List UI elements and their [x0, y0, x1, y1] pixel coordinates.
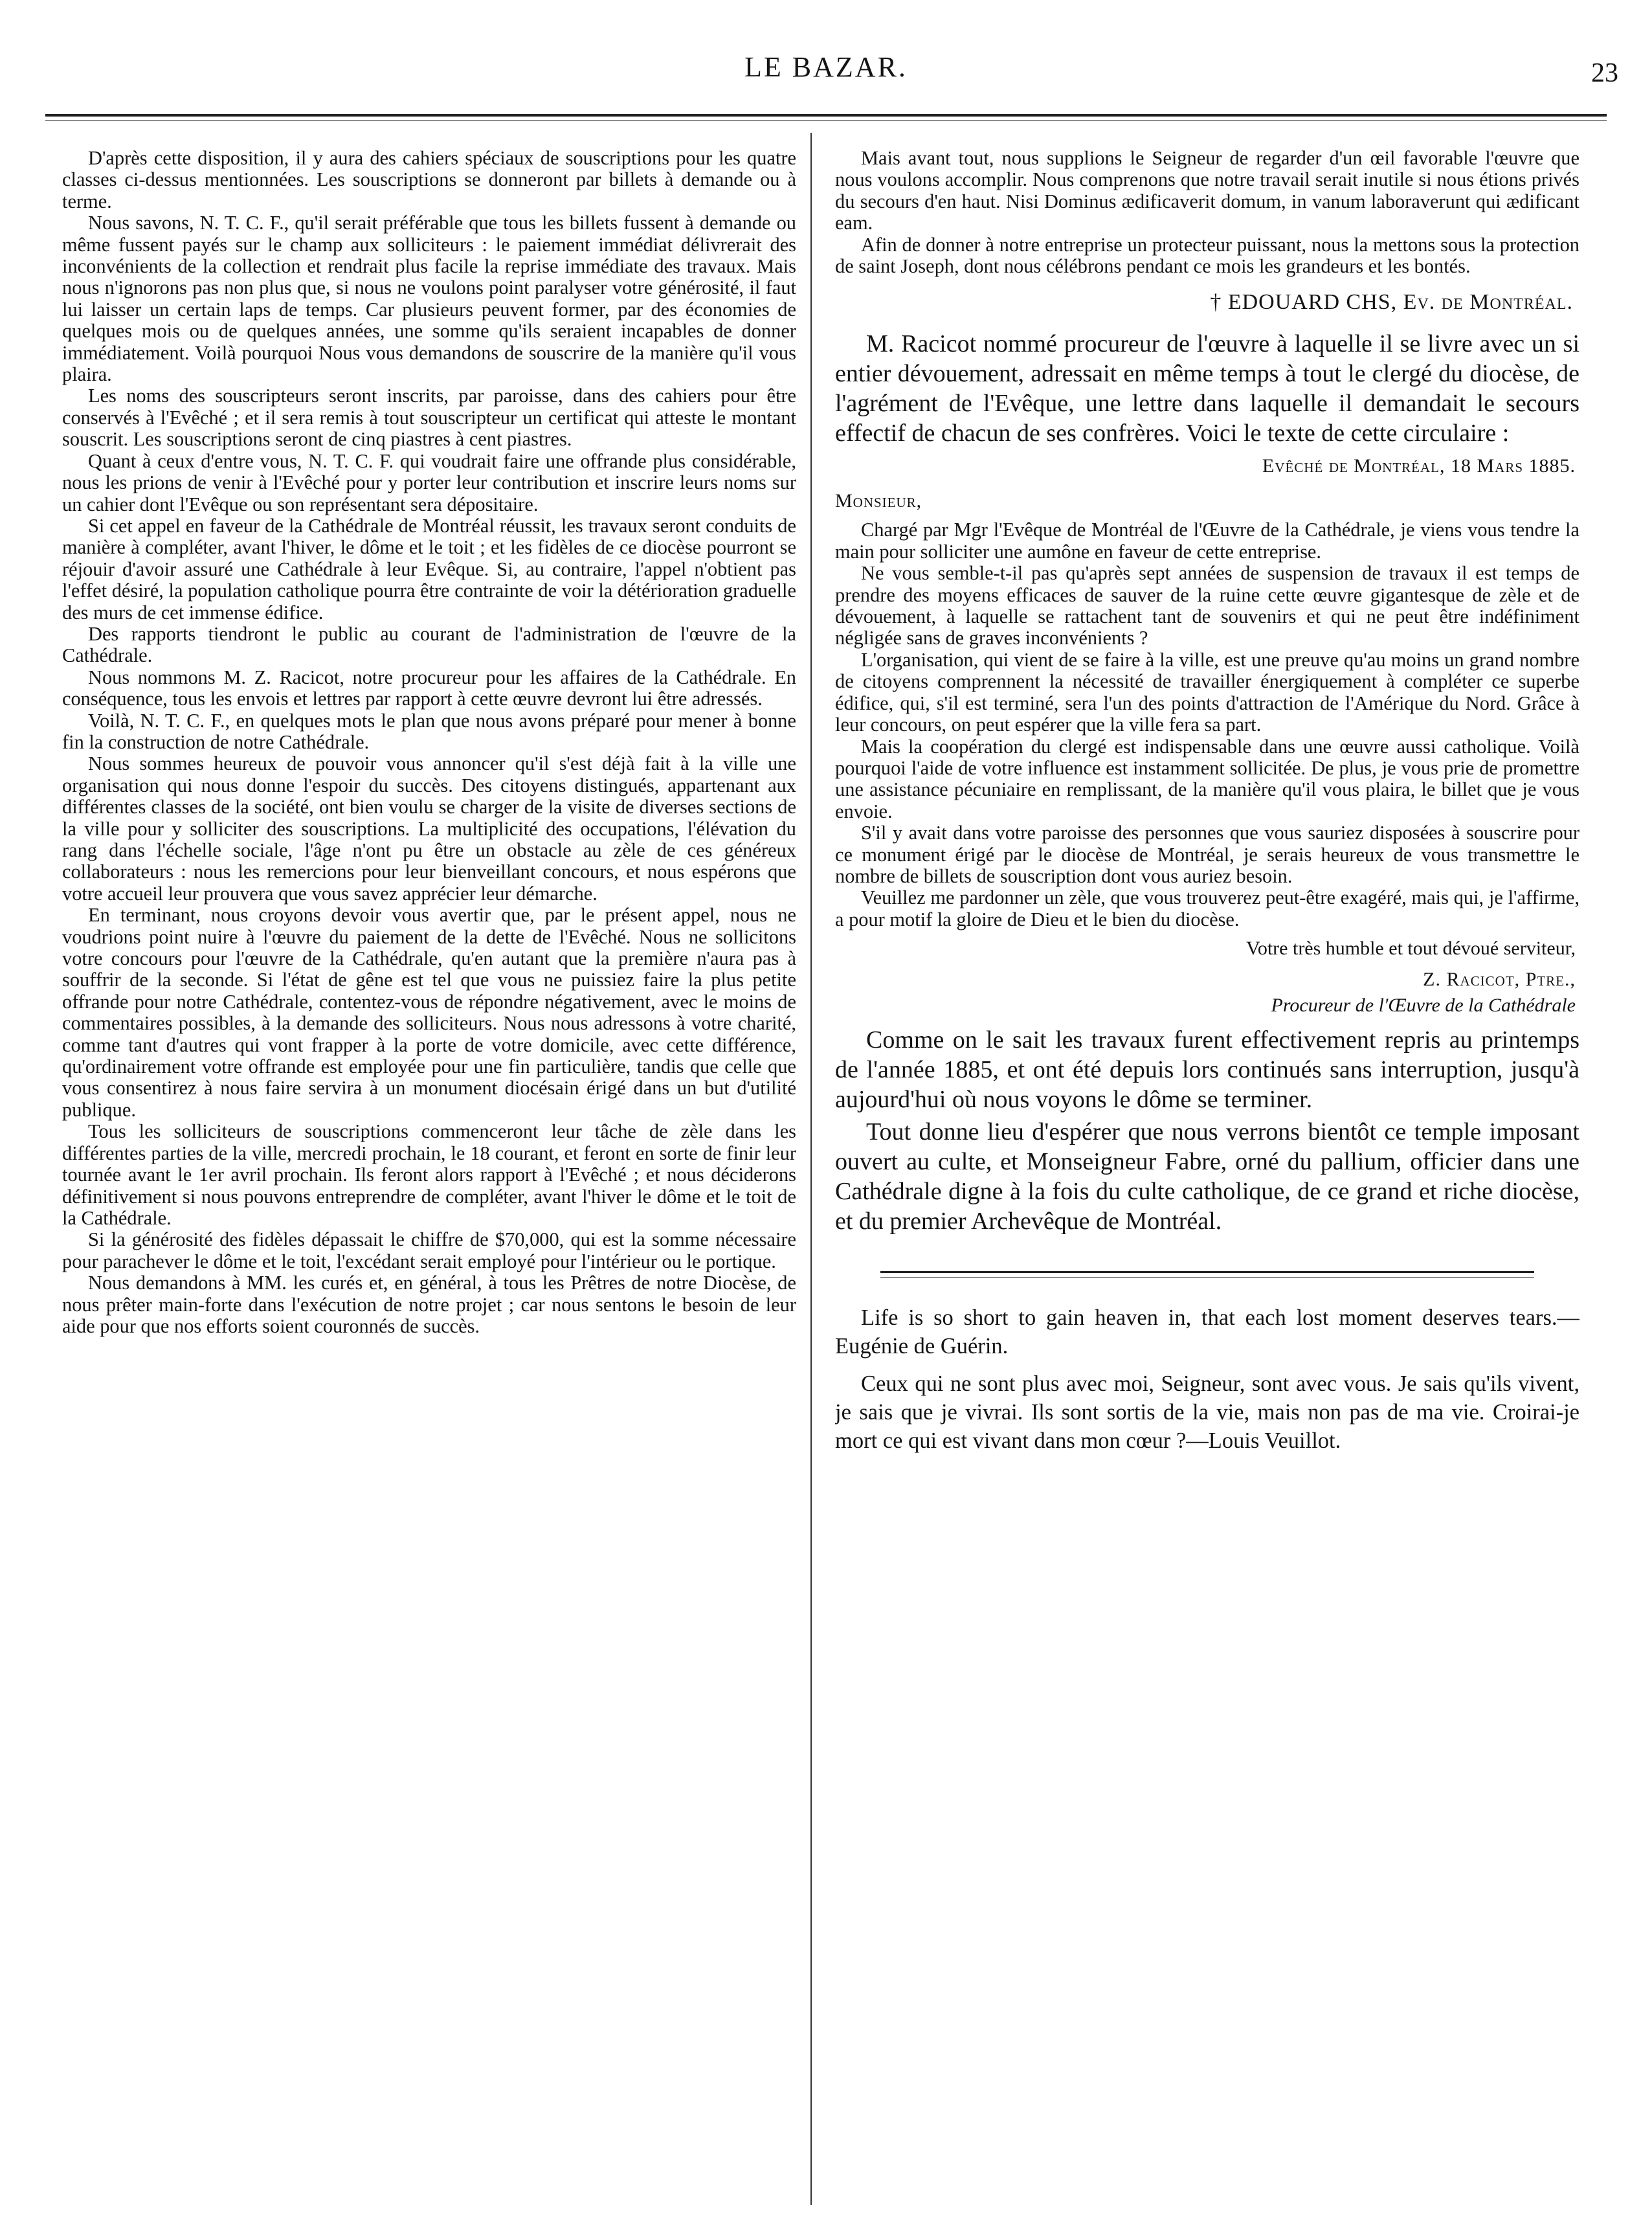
newspaper-title: LE BAZAR.: [744, 51, 908, 83]
paragraph: Comme on le sait les travaux furent effectivement repris au printemps de l'année 1885, et ont été depuis lors continués sans interruption, jusqu'à aujourd'hui où nous voyons le dôme se terminer.: [835, 1026, 1579, 1114]
header-rule-thin: [45, 120, 1607, 121]
letter-closing: Votre très humble et tout dévoué serviteur,: [1246, 938, 1576, 960]
narrative-block: [835, 1025, 1579, 1236]
quotes-block: [835, 1303, 1579, 1455]
paragraph: Nous sommes heureux de pouvoir vous annoncer qu'il s'est déjà fait à la ville une organisation qui nous donne l'espoir du succès. Des citoyens distingués, appartenant aux différentes classes de la société, ont bien voulu se charger de la visite de diverses sections de la ville pour y solliciter des souscriptions. La multiplicité des occupations, l'élévation du rang dans l'échelle sociale, l'âge n'ont pu être un obstacle au zèle de ces généreux collaborateurs : nous les remercions pour leur bienveillant concours, et nous espérons que votre accueil leur prouvera que vous savez apprécier leur démarche.: [62, 752, 796, 905]
column-divider: [810, 133, 812, 2205]
paragraph: Des rapports tiendront le public au courant de l'administration de l'œuvre de la Cathédrale.: [62, 622, 796, 667]
header-rule: [45, 114, 1607, 117]
section-separator-thin: [880, 1277, 1534, 1278]
pastoral-letter-end: [835, 148, 1579, 277]
paragraph: En terminant, nous croyons devoir vous avertir que, par le présent appel, nous ne voudrions point nuire à l'œuvre du paiement de la dette de l'Evêché. Nous ne sollicitons votre concours pour l'œuvre de la Cathédrale, qu'en autant que la première n'aura pas à souffrir de la seconde. Si l'état de gêne est tel que vous ne puissiez faire la plus petite offrande pour notre Cathédrale, contentez-vous de répondre négativement, avec le moins de commentaires possibles, à la demande des solliciteurs. Nous nous adressons à votre charité, comme tant d'autres qui vont frapper à la porte de votre domicile, avec cette différence, qu'ordinairement votre offrande est employée pour une fin particulière, tandis que celle que vous consentirez à nous faire servira à un monument diocésain érigé dans un but d'utilité publique.: [62, 904, 796, 1121]
paragraph: D'après cette disposition, il y aura des cahiers spéciaux de souscriptions pour les quatre classes ci-dessus mentionnées. Les souscriptions se donneront par billets à demande ou à terme.: [62, 148, 796, 212]
paragraph: Ne vous semble-t-il pas qu'après sept années de suspension de travaux il est temps de prendre des moyens efficaces de sauver de la ruine cette œuvre gigantesque de zèle et de dévouement, à laquelle se rattachent tant de souvenirs et qui ne peut être indéfiniment négligée sans de graves inconvénients ?: [835, 562, 1579, 649]
paragraph: Tous les solliciteurs de souscriptions commenceront leur tâche de zèle dans les différentes parties de la ville, mercredi prochain, le 18 courant, et feront en sorte de finir leur tournée avant le 1er avril prochain. Ils feront alors rapport à l'Evêché ; et nous déciderons définitivement si nous pouvons entreprendre de compléter, avant l'hiver le dôme et le toit de la Cathédrale.: [62, 1120, 796, 1229]
paragraph: Nous savons, N. T. C. F., qu'il serait préférable que tous les billets fussent à demande ou même fussent payés sur le champ aux solliciteurs : le paiement immédiat délivrerait des inconvénients de la collection et rendrait plus facile la reprise immédiate des travaux. Mais nous n'ignorons pas non plus que, si nous ne voulons point paralyser votre générosité, il faut lui laisser un certain laps de temps. Car plusieurs peuvent former, par des économies de quelques mois ou de quelques années, une somme qu'ils seraient incapables de donner immédiatement. Voilà pourquoi Nous vous demandons de souscrire de la manière qu'il vous plaira.: [62, 212, 796, 386]
paragraph: L'organisation, qui vient de se faire à la ville, est une preuve qu'au moins un grand nombre de citoyens comprennent la nécessité de travailler énergiquement à compléter ce superbe édifice, qui, s'il est terminé, sera l'un des points d'attraction de l'Amérique du Nord. Grâce à leur concours, on peut espérer que la ville fera sa part.: [835, 648, 1579, 736]
quote: Ceux qui ne sont plus avec moi, Seigneur, sont avec vous. Je sais qu'ils vivent, je sais que je vivrai. Ils sont sortis de la vie, mais non pas de ma vie. Croirai-je mort ce qui est vivant dans mon cœur ?—Louis Veuillot.: [835, 1371, 1579, 1454]
paragraph: Mais avant tout, nous supplions le Seigneur de regarder d'un œil favorable l'œuvre que nous voulons accomplir. Nous comprenons que notre travail serait inutile si nous étions privés du secours d'en haut. Nisi Dominus ædificaverit domum, in vanum laboraverunt qui ædificant eam.: [835, 148, 1579, 234]
paragraph: Quant à ceux d'entre vous, N. T. C. F. qui voudrait faire une offrande plus considérable, nous les prions de venir à l'Evêché pour y porter leur contribution et inscrire leurs noms sur un cahier dont l'Evêque ou son représentant sera dépositaire.: [62, 449, 796, 515]
section-separator: [880, 1271, 1534, 1273]
paragraph: Tout donne lieu d'espérer que nous verrons bientôt ce temple imposant ouvert au culte, et Monseigneur Fabre, orné du pallium, officier dans une Cathédrale digne à la fois du culte catholique, de ce grand et riche diocèse, et du premier Archevêque de Montréal.: [835, 1118, 1579, 1235]
paragraph: M. Racicot nommé procureur de l'œuvre à laquelle il se livre avec un si entier dévouement, adressait en même temps à tout le clergé du diocèse, de l'agrément de l'Evêque, une lettre dans laquelle il demandait le secours effectif de chacun de ses confrères. Voici le texte de cette circulaire :: [835, 330, 1579, 447]
letter-signer: Z. Racicot, Ptre.,: [1423, 969, 1576, 991]
paragraph: Voilà, N. T. C. F., en quelques mots le plan que nous avons préparé pour mener à bonne fin la construction de notre Cathédrale.: [62, 709, 796, 753]
paragraph: S'il y avait dans votre paroisse des personnes que vous sauriez disposées à souscrire pour ce monument érigé par le diocèse de Montréal, je serais heureux de vous transmettre le nombre de billets de souscription dont vous auriez besoin.: [835, 822, 1579, 887]
letter-salutation: Monsieur,: [835, 490, 922, 512]
circular-letter: [835, 519, 1579, 930]
signer-title: Procureur de l'Œuvre de la Cathédrale: [1271, 995, 1576, 1017]
paragraph: Les noms des souscripteurs seront inscrits, par paroisse, dans des cahiers pour être conservés à l'Evêché ; et il sera remis à tout souscripteur un certificat qui atteste le montant souscrit. Les souscriptions seront de cinq piastres à cent piastres.: [62, 385, 796, 451]
paragraph: Veuillez me pardonner un zèle, que vous trouverez peut-être exagéré, mais qui, je l'affirme, a pour motif la gloire de Dieu et le bien du diocèse.: [835, 886, 1579, 930]
bishop-signature: † EDOUARD CHS, Ev. de Montréal.: [1210, 290, 1573, 315]
narrative-block: [835, 329, 1579, 448]
paragraph: Si cet appel en faveur de la Cathédrale de Montréal réussit, les travaux seront conduits de manière à compléter, avant l'hiver, le dôme et le toit ; et les fidèles de ce diocèse pourront se réjouir d'avoir assuré une Cathédrale à leur Evêque. Si, au contraire, l'appel n'obtient pas l'effet désiré, la population catholique pourra être contrainte de voir la détérioration graduelle des murs de cet immense édifice.: [62, 514, 796, 624]
paragraph: Nous nommons M. Z. Racicot, notre procureur pour les affaires de la Cathédrale. En conséquence, tous les envois et lettres par rapport à cette œuvre devront lui être adressés.: [62, 666, 796, 710]
letter-dateline: Evêché de Montréal, 18 Mars 1885.: [1262, 455, 1576, 477]
paragraph: Afin de donner à notre entreprise un protecteur puissant, nous la mettons sous la protection de saint Joseph, dont nous célébrons pendant ce mois les grandeurs et les bontés.: [835, 233, 1579, 278]
masthead: [0, 48, 1652, 100]
right-column: [835, 148, 1579, 2207]
paragraph: Chargé par Mgr l'Evêque de Montréal de l'Œuvre de la Cathédrale, je viens vous tendre la main pour solliciter une aumône en faveur de cette entreprise.: [835, 519, 1579, 563]
quote: Life is so short to gain heaven in, that each lost moment deserves tears.—Eugénie de Guérin.: [835, 1305, 1579, 1359]
paragraph: Si la générosité des fidèles dépassait le chiffre de $70,000, qui est la somme nécessaire pour parachever le dôme et le toit, l'excédant serait employé pour l'intérieur ou le portique.: [62, 1228, 796, 1272]
paragraph: Nous demandons à MM. les curés et, en général, à tous les Prêtres de notre Diocèse, de nous prêter main-forte dans l'exécution de notre projet ; car nous sentons le besoin de leur aide pour que nos efforts soient couronnés de succès.: [62, 1272, 796, 1337]
paragraph: Mais la coopération du clergé est indispensable dans une œuvre aussi catholique. Voilà pourquoi l'aide de votre influence est instamment sollicitée. De plus, je vous prie de promettre une assistance pécuniaire en remplissant, de la manière qu'il vous plaira, le billet que je vous envoie.: [835, 735, 1579, 822]
page-number: 23: [1591, 58, 1618, 88]
left-column: [62, 148, 796, 2207]
